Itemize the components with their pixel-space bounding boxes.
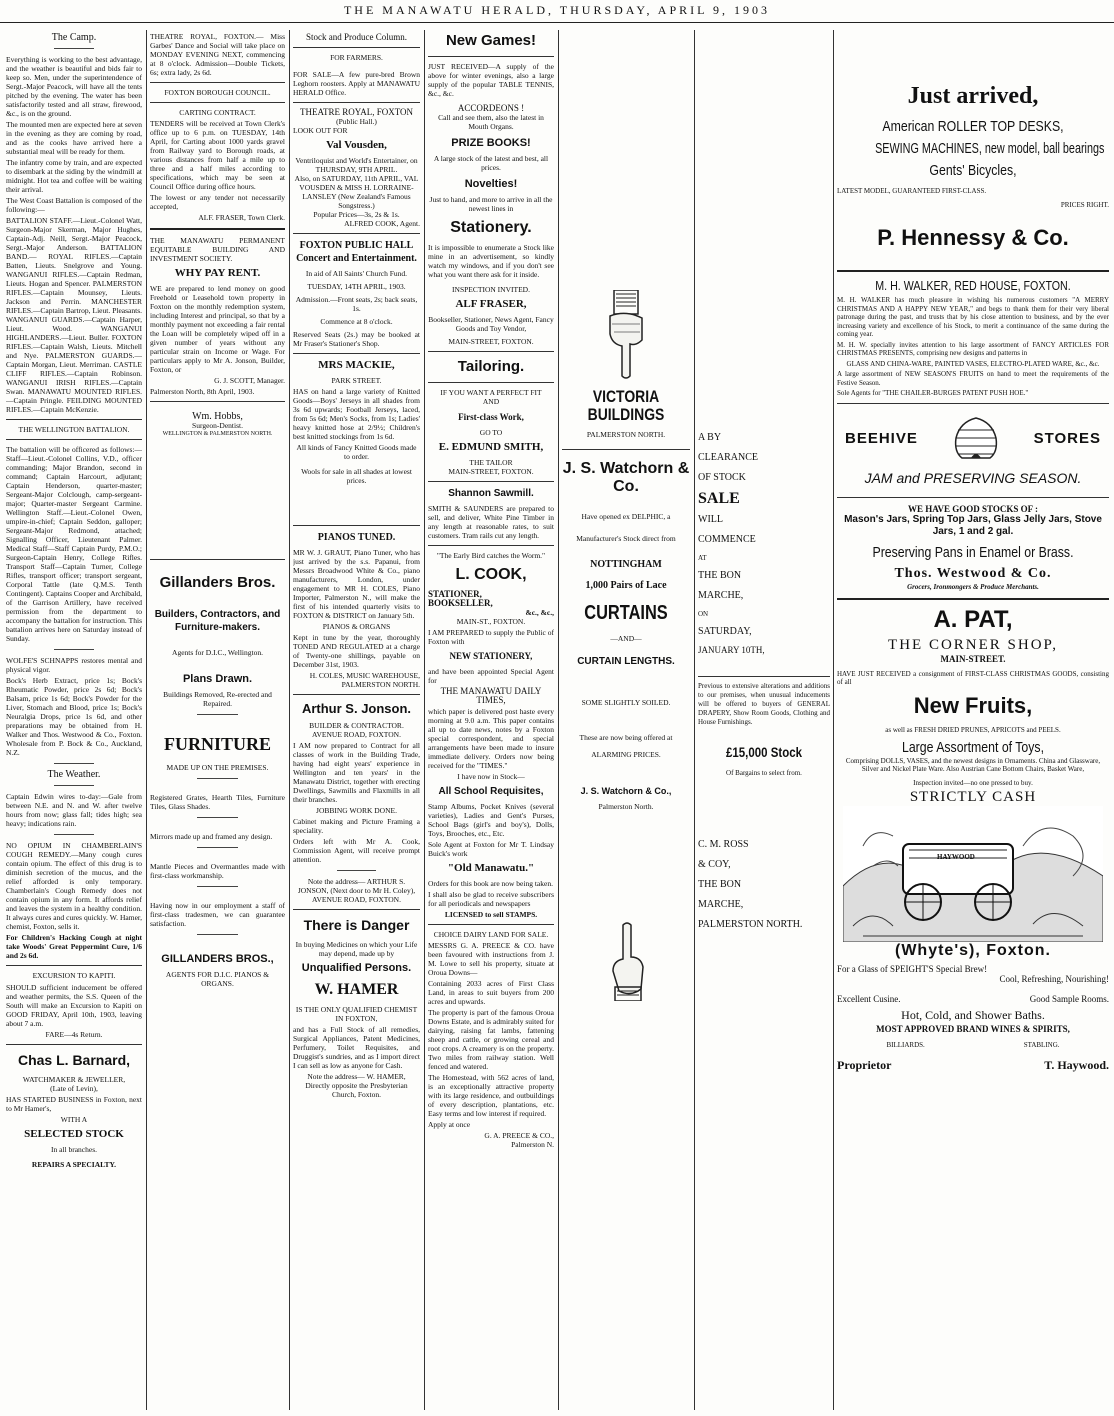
daily-times: THE MANAWATU DAILY TIMES, (440, 686, 542, 705)
toys-title: Large Assortment of Toys, (902, 738, 1044, 756)
pianos-title: PIANOS TUNED. (317, 532, 396, 543)
ross-name: C. M. ROSS (698, 839, 749, 850)
speights: For a Glass of SPEIGHT'S Special Brew! (837, 963, 988, 974)
sale-marche: MARCHE, (698, 590, 744, 601)
sawmill-title: Shannon Sawmill. (448, 488, 534, 499)
latest-model: LATEST MODEL, GUARANTEED FIRST-CLASS. (837, 187, 987, 195)
hotel-illustration (843, 806, 1103, 942)
council-title: FOXTON BOROUGH COUNCIL. (164, 88, 271, 97)
grates: Registered Grates, Hearth Tiles, Furniture Tiles, Glass Shades. (150, 793, 285, 811)
column-rule (146, 30, 147, 1410)
ad-schnapps: WOLFE'S SCHNAPPS restores mental and physical vigor. (6, 656, 142, 674)
hamer-paragraph2: and has a Full Stock of all remedies, Surgical Appliances, Patent Medicines, Perfumery, Toilet Requisites, and Druggist's sundries, and as I import direct I can sell as low as anyone for Cash. (293, 1025, 420, 1070)
camp-paragraph: Everything is working to the best advantage, and the weather is beautiful and bids fair to keep so. Men, under the superintendence of Sergt.-Major Peacock, will have all the tents pitched by the evening. The water has been satisfactorily tested and all straw, firewood, &c., is on the ground. (6, 55, 142, 118)
column-rule (289, 30, 290, 1410)
hennessy: P. Hennessy & Co. (877, 225, 1069, 250)
masthead: THE MANAWATU HERALD, THURSDAY, APRIL 9, 1903 (0, 0, 1114, 23)
preece-signature: G. A. PREECE & CO., (484, 1131, 554, 1140)
palmerston-footer: Palmerston North. (598, 802, 654, 811)
ross-marche: MARCHE, (698, 899, 744, 910)
lookout: LOOK OUT FOR (293, 126, 348, 135)
sample-rooms: Good Sample Rooms. (1029, 993, 1109, 1004)
concert-title: FOXTON PUBLIC HALL Concert and Entertainment. (296, 240, 417, 264)
barnard-repairs: REPAIRS A SPECIALTY. (31, 1160, 117, 1169)
leghorn-ad: FOR SALE—A few pure-bred Brown Leghorn roosters. Apply at MANAWATU HERALD Office. (293, 70, 420, 97)
received-paragraph: HAVE JUST RECEIVED a consignment of FIRST-CLASS CHRISTMAS GOODS, consisting of all (837, 669, 1109, 686)
column-2 (150, 30, 285, 1410)
westwood: Thos. Westwood & Co. (894, 565, 1052, 581)
stationery-paragraph: It is impossible to enumerate a Stock like mine in an advertisement, so kindly watch my windows, and if you don't see what you want there ask for it inside. (428, 243, 554, 279)
concert-time: Commence at 8 o'clock. (320, 317, 393, 326)
smith-name: E. EDMUND SMITH, (438, 441, 544, 453)
hobbs-trade: Surgeon-Dentist. (192, 421, 243, 430)
and-divider: —AND— (610, 634, 642, 643)
tailoring-goto: GO TO (479, 428, 503, 437)
accordeons-title: ACCORDEONS ! (457, 103, 525, 113)
tailoring-paragraph: IF YOU WANT A PERFECT FIT (440, 388, 542, 397)
weather-title: The Weather. (47, 769, 101, 780)
jonson-name: Arthur S. Jonson. (301, 701, 412, 716)
mackie-paragraph2: All kinds of Fancy Knitted Goods made to order. (296, 443, 417, 461)
strictly-cash: STRICTLY CASH (909, 788, 1037, 805)
ad-opium: NO OPIUM IN CHAMBERLAIN'S COUGH REMEDY.—Many cough cures contain opium. The effect of this drug is to diminish secretion of the mucus, and the relief afforded is only temporary. Chamberlain's Cough Remedy does not contain opium in any form. It affords relief and leaves the system in a healthy condition. It always cures and cures quickly. W. Hamer, chemist, Foxton, sells it. (6, 841, 142, 931)
gillanders-plans: Plans Drawn. (182, 673, 253, 685)
refreshing: Cool, Refreshing, Nourishing! (999, 973, 1109, 984)
smith-trade: THE TAILOR (469, 458, 513, 467)
gillanders-name: Gillanders Bros. (159, 574, 276, 591)
novelties-title: Novelties! (464, 178, 518, 190)
sale-at: AT (698, 554, 707, 562)
stationery-title: Stationery. (450, 219, 532, 236)
preece-place: Palmerston N. (511, 1140, 554, 1149)
vousden-signature: ALFRED COOK, Agent. (344, 219, 420, 228)
hamer-paragraph: IS THE ONLY QUALIFIED CHEMIST IN FOXTON, (295, 1005, 418, 1023)
a-pat: A. PAT, (933, 605, 1013, 633)
mackie-paragraph3: Wools for sale in all shades at lowest prices. (301, 467, 412, 485)
walker-paragraph3: GLASS AND CHINA-WARE, PAINTED VASES, ELECTRO-PLATED WARE, &c., &c. (846, 359, 1100, 368)
victoria-buildings: VICTORIA BUILDINGS (587, 387, 665, 424)
tailoring-and: AND (482, 397, 500, 406)
daily-paragraph: which paper is delivered post haste every morning at 9.0 a.m. This paper contains all up to date news, notes by a Foxton special correspondent, and special arrangements have been made to insure immediate delivery. Orders now being received for the "TIMES." (428, 707, 554, 770)
dolls-paragraph: Comprising DOLLS, VASES, and the newest designs in Ornaments. China and Glassware, Silver and Nickel Plate Ware. Also Austrian Cane Bottom Chairs, Basket Ware, (845, 756, 1101, 773)
masons-jars: Mason's Jars, Spring Top Jars, Glass Jelly Jars, Stove Jars, 1 and 2 gal. (844, 513, 1102, 537)
stock-now: I have now in Stock— (457, 772, 525, 781)
preece-paragraph2: Containing 2033 acres of First Class Land, in areas to suit buyers from 200 acres and upwards. (428, 979, 554, 1006)
beehive-icon (944, 414, 1008, 465)
walker-paragraph5: Sole Agents for "THE CHAILER-BURGES PATENT PUSH HOE." (837, 389, 1029, 397)
sale-by: A BY (698, 432, 722, 443)
sale-clearance: CLEARANCE (698, 452, 758, 463)
baths: Hot, Cold, and Shower Baths. (901, 1007, 1045, 1022)
gillanders-footer-agents: AGENTS FOR D.I.C. PIANOS & ORGANS. (165, 970, 270, 988)
pointing-hand-icon (562, 290, 690, 382)
rent-paragraph: WE are prepared to lend money on good Freehold or Leasehold town property in Foxton on the monthly redemption system, including Interest and principal, so that by a monthly payment not exceeding a fair rental the Loan will be completely wiped off in a given number of years without any particular strain on Income or Wage. For particulars apply to Mr A. Jonson, Builder, Foxton, or (150, 284, 285, 374)
kapiti-title: EXCURSION TO KAPITI. (32, 971, 116, 980)
council-paragraph: The lowest or any tender not necessarily accepted, (150, 193, 285, 211)
sawmill-paragraph: SMITH & SAUNDERS are prepared to sell, and deliver, White Pine Timber in any length at reasonable rates, to suit customers. Tram rails cut any length. (428, 504, 554, 540)
old-paragraph2: I shall also be glad to receive subscribers for all periodicals and newspapers (428, 890, 554, 908)
fraser-paragraph: Bookseller, Stationer, News Agent, Fancy Goods and Toy Vendor, (428, 315, 554, 333)
barnard-branches: In all branches. (50, 1145, 98, 1154)
jonson-note: Note the address— ARTHUR S. JONSON, (Next door to Mr H. Coley), AVENUE ROAD, FOXTON. (297, 877, 416, 904)
danger-title: There is Danger (303, 917, 410, 933)
column-rule (558, 30, 559, 1410)
sale-on: ON (698, 610, 709, 618)
corner-shop: THE CORNER SHOP, (888, 636, 1058, 653)
column-3 (293, 30, 420, 1410)
good-stocks: WE HAVE GOOD STOCKS OF : (907, 503, 1039, 514)
preece-paragraph4: The Homestead, with 562 acres of land, is an exceptionally attractive property with its large residence, and outbuildings of every description, plantations, etc. Easy terms and low interest if required. (428, 1073, 554, 1118)
walker-paragraph4: A large assortment of NEW SEASON'S FRUITS on hand to meet the requirements of the Festive Season. (837, 370, 1109, 387)
camp-title: The Camp. (51, 32, 97, 43)
council-signature: ALF. FRASER, Town Clerk. (198, 213, 285, 222)
novelties-paragraph: Just to hand, and more to arrive in all the newest lines in (429, 195, 553, 213)
vousden-name: Val Vousden, (326, 139, 387, 151)
weather-paragraph: Captain Edwin wires to-day:—Gale from between N.E. and N. and W. after twelve hours from now; glass fall; tides high; sea heavy; indications rain. (6, 792, 142, 828)
cook-paragraph: I AM PREPARED to supply the Public of Foxton with (428, 628, 554, 646)
games-paragraph: JUST RECEIVED—A supply of the above for winter evenings, also a large supply of the popular TABLE TENNIS, &c., &c. (428, 62, 554, 98)
sale-january: JANUARY 10TH, (698, 645, 765, 655)
sale-previous: Previous to extensive alterations and additions to our premises, when unusual inducements will be offered to buyers of GENERAL DRAPERY, Show Room Goods, Clothing and House Furnishings. (698, 682, 830, 726)
furniture-title: FURNITURE (163, 734, 271, 754)
inspection-paragraph: Inspection invited—no one pressed to buy. (913, 778, 1033, 787)
cook-paragraph2: and have been appointed Special Agent for (428, 667, 554, 685)
pianos-sub: PIANOS & ORGANS (322, 622, 391, 631)
cook-name: L. COOK, (455, 566, 527, 583)
camp-paragraph: The West Coast Battalion is composed of the following:— (6, 196, 142, 214)
pianos-paragraph2: Kept in tune by the year, thoroughly TONED AND REGULATED at a charge of Twenty-one shillings, payable on December 31st, 1903. (293, 633, 420, 669)
cook-address: MAIN-ST., FOXTON. (456, 617, 526, 626)
stabling: STABLING. (1023, 1040, 1060, 1049)
council-paragraph: TENDERS will be received at Town Clerk's office up to 6 p.m. on TUESDAY, 14th April, for Carting about 1000 yards gravel from Railway yard to Borough roads, at various distances from half a mile up to three and a half miles according to specifications, which may be seen at Council Office during office hours. (150, 119, 285, 191)
hamer-note: Note the address— W. HAMER, (307, 1072, 406, 1081)
early-bird: "The Early Bird catches the Worm." (436, 551, 546, 560)
just-arrived: Just arrived, (907, 83, 1039, 109)
grocers: Grocers, Ironmongers & Produce Merchants. (907, 582, 1039, 591)
pointing-up-hand-icon (562, 921, 690, 1003)
proprietor-name: T. Haywood. (1044, 1057, 1109, 1072)
concert-date: TUESDAY, 14TH APRIL, 1903. (307, 282, 406, 291)
council-sub: CARTING CONTRACT. (179, 108, 256, 117)
sewing-machines: SEWING MACHINES, new model, ball bearings (875, 140, 1105, 157)
cook-title3: &c., &c., (525, 608, 554, 617)
slightly-soiled: SOME SLIGHTLY SOILED. (581, 698, 671, 707)
opened-paragraph: Have opened ex DELPHIC, a Manufacturer's Stock direct from (576, 512, 676, 543)
vousden-prices: Popular Prices—3s, 2s & 1s. (313, 210, 400, 219)
palmerston-north: PALMERSTON NORTH. (586, 430, 666, 439)
column-4 (428, 30, 554, 1410)
mackie-sub: PARK STREET. (331, 376, 382, 385)
sale-stock-value: £15,000 Stock (726, 744, 802, 760)
concert-admission: Admission.—Front seats, 2s; back seats, 1s. (295, 295, 418, 313)
danger-unqualified: Unqualified Persons. (301, 962, 412, 974)
sale-of-stock: OF STOCK (698, 472, 746, 483)
games-title: New Games! (445, 32, 537, 49)
main-street: MAIN-STREET. (940, 653, 1006, 664)
beehive-word: BEEHIVE (845, 430, 918, 447)
walker-title: M. H. WALKER, RED HOUSE, FOXTON. (875, 278, 1071, 293)
camp-list: BATTALION STAFF.—Lieut.-Colonel Watt, Surgeon-Major Skerman, Major Hughes, Captain-Adj. Neill, Sergt.-Major Peacock, Sergt.-Major Anderson. BATTALION BAND.— ROYAL RIFLES.—Captain Batten, Lieuts. Snelgrove and Young. WANGANUI RIFLES.—Captain Redman, Lieuts. Hogan and Spencer. PALMERSTON RIFLES.—Captain Mounsey, Lieuts. Jackson and Perrin. MANCHESTER RIFLES.—Captain Bartrop, Lieut. Pleasants. WANGANUI GUARDS.—Captain Harper, Lieut. Wood. WANGANUI HIGHLANDERS.—Lieut. Buller. FOXTON RIFLES.—Captain Walsh, Lieuts. Mitchell and Nye. PALMERSTON GUARDS.—Captain Morgan, Lieut. Merriman. CASTLE CLIFF RIFLES.—Captain Robinson. WANGANUI IRISH RIFLES.—Captain Swan. MANAWATU MOUNTED RIFLES.—Captain Pringle. FEILDING MOUNTED RIFLES.—Captain McKenzie. (6, 216, 142, 414)
preece-paragraph: MESSRS G. A. PREECE & CO. have been favoured with instructions from J. M. Lowe to sell his property, situate at Oroua Downs— (428, 941, 554, 977)
coles: H. COLES, MUSIC WAREHOUSE, PALMERSTON NORTH. (309, 671, 420, 689)
prize-title: PRIZE BOOKS! (451, 137, 531, 149)
curtain-lengths: CURTAIN LENGTHS. (577, 656, 675, 667)
wellington-title: THE WELLINGTON BATTALION. (18, 425, 130, 434)
licensed-stamps: LICENSED to sell STAMPS. (444, 910, 538, 919)
jonson-paragraph3: Orders left with Mr A. Cook, Commission Agent, will receive prompt attention. (293, 837, 420, 864)
wellington-paragraph: The battalion will be officered as follows:—Staff—Lieut.-Colonel Collins, V.D., officer commanding; Major Brandon, second in command; Captain Harcourt, adjutant; Captain Henderson, quarter-master; Sergeant-Major Colclough, camp-sergeant-major; Quarter-master Sergeant Carmine. Wellington Staff.—Lieut.-Colonel Owen, umpire-in-chief; Captain Seddon, galloper; Sergeant-Major Redmond, attached; Signalling Officer, Lieutenant Palmer. Medical Staff—Staff Captain Purdy, P.M.O.; Surgeon-Captain Henry, College Rifles. Transport Staff—Captain Turner, College Rifles, transport officer; transport sergeant, Corporal Tattle (late Q.M.S. Tenth Contingent). Captains Cooper and Archibald, of the Garrison Artillery, have received permission from the department to accompany the battalion for instruction. This battalion arrives here on Saturday instead of Sunday. (6, 445, 142, 643)
stores-word: STORES (1033, 430, 1101, 447)
jonson-address: AVENUE ROAD, FOXTON. (312, 730, 401, 739)
old-manawatu: "Old Manawatu." (447, 862, 535, 874)
smith-address: MAIN-STREET, FOXTON. (448, 467, 534, 476)
theatre2-title: THEATRE ROYAL, FOXTON (299, 107, 414, 117)
mackie-title: MRS MACKIE, (318, 359, 395, 371)
column-7 (837, 30, 1109, 1410)
prize-paragraph: A large stock of the latest and best, all prices. (433, 154, 549, 172)
rent-title: WHY PAY RENT. (174, 267, 261, 279)
inspection-invited: INSPECTION INVITED. (452, 285, 530, 294)
jam-season: JAM and PRESERVING SEASON. (864, 469, 1082, 486)
proprietor-row (837, 1057, 1109, 1072)
watchorn-footer: J. S. Watchorn & Co., (580, 786, 672, 796)
column-rule (694, 30, 695, 1410)
barnard-trade: WATCHMAKER & JEWELLER, (22, 1075, 126, 1084)
proprietor-label: Proprietor (837, 1057, 892, 1072)
concert-aid: In aid of All Saints' Church Fund. (305, 269, 408, 278)
furniture-sub: MADE UP ON THE PREMISES. (166, 763, 269, 772)
preserving-pans: Preserving Pans in Enamel or Brass. (872, 543, 1074, 561)
concert-reserved: Reserved Seats (2s.) may be booked at Mr Fraser's Stationer's Shop. (293, 330, 420, 348)
watchorn-name: J. S. Watchorn & Co. (562, 460, 690, 495)
beehive-banner (837, 414, 1109, 465)
gents-bicycles: Gents' Bicycles, (929, 162, 1017, 179)
old-paragraph: Orders for this book are now being taken. (428, 879, 553, 888)
school-paragraph: Stamp Albums, Pocket Knives (several varieties), Ladies and Gent's Purses, School Bags (girl's and boy's), Dolls, Toys, Brooches, etc., Etc. (428, 802, 554, 838)
danger-paragraph: In buying Medicines on which your Life may depend, made up by (295, 940, 418, 958)
stock-title: Stock and Produce Column. (306, 32, 407, 42)
hamer-name: W. HAMER (314, 981, 399, 998)
sale-saturday: SATURDAY, (698, 626, 752, 637)
prunes: as well as FRESH DRIED PRUNES, APRICOTS and PEELS. (885, 725, 1061, 734)
illustration-caption: HAYWOOD (937, 852, 975, 861)
dairy-title: CHOICE DAIRY LAND FOR SALE. (433, 930, 549, 939)
vousden-date: THURSDAY, 9TH APRIL. (315, 165, 398, 174)
whytes-foxton: (Whyte's), Foxton. (894, 941, 1051, 959)
tailoring-work: First-class Work, (458, 412, 524, 422)
gillanders-trade: Builders, Contractors, and Furniture-makers. (154, 609, 281, 633)
fraser-name: ALF FRASER, (455, 298, 527, 310)
vousden-paragraph2: Also, on SATURDAY, 11th APRIL, VAL VOUSDEN & MISS H. LORRAINE-LANSLEY (New Zealand's Famous Songstress.) (294, 174, 419, 210)
rent-date: Palmerston North, 8th April, 1903. (150, 387, 255, 396)
hobbs-name: Wm. Hobbs, (192, 411, 243, 422)
hobbs-place: WELLINGTON & PALMERSTON NORTH. (162, 431, 273, 437)
prices-right: PRICES RIGHT. (1060, 201, 1109, 209)
billiards: BILLIARDS. (886, 1040, 925, 1049)
mirrors: Mirrors made up and framed any design. (150, 832, 273, 841)
camp-paragraph: The infantry come by train, and are expected to disembark at the siding by the windmill at midnight. Hot tea and coffee will be waiting their arrival. (6, 158, 142, 194)
walker-paragraph: M. H. WALKER has much pleasure in wishing his numerous customers "A MERRY CHRISTMAS AND A HAPPY NEW YEAR," and begs to thank them for their very liberal patronage during the past, and trusts that by his close attention to business, and by the ever increasing variety and excellence of his Stock, to merit a continuance of the same during the coming year. (837, 296, 1109, 338)
new-fruits: New Fruits, (913, 692, 1033, 718)
ross-bon: THE BON (698, 879, 742, 890)
pianos-paragraph: MR W. J. GRAUT, Piano Tuner, who has just arrived by the s.s. Papanui, from Messrs Broadwood White & Co., piano manufacturers, London, under engagement to MR H. COLES, Piano Importer, Palmerston N., will make the first of his intended quarterly visits to FOXTON & DISTRICT on January 5th. (293, 548, 420, 620)
barnard-with: WITH A (60, 1115, 88, 1124)
ad-bock: Bock's Herb Extract, price 1s; Bock's Rheumatic Powder, price 2s 6d; Bock's Balsam, price 1s 6d; Bock's Powder for the Liver, Stomach and Blood, price 1s; Bock's Neuralgia Drops, price 1s 6d, and other preparations may be obtained from H. Walker and Thos. Westwood & Co., Foxton. Wholesale from P. Bock & Co., Auckland, N.Z. (6, 676, 142, 757)
cook-title1: STATIONER, (428, 589, 482, 599)
walker-paragraph2: M. H. W. specially invites attention to his large assortment of FANCY ARTICLES FOR CHRISTMAS PRESENTS, comprising new designs and patterns in (837, 340, 1109, 357)
barnard-paragraph: HAS STARTED BUSINESS in Foxton, next to Mr Hamer's, (6, 1095, 142, 1113)
sale-title: SALE (698, 490, 740, 507)
offered-at: These are now being offered at (579, 733, 673, 742)
column-1 (6, 30, 142, 1410)
jonson-paragraph2: Cabinet making and Picture Framing a speciality. (293, 817, 420, 835)
gillanders-agents: Agents for D.I.C., Wellington. (172, 648, 263, 657)
hamer-address: Directly opposite the Presbyterian Church, Foxton. (305, 1081, 408, 1099)
wines-spirits: MOST APPROVED BRAND WINES & SPIRITS, (876, 1023, 1070, 1034)
society-title: THE MANAWATU PERMANENT EQUITABLE BUILDING AND INVESTMENT SOCIETY. (150, 236, 285, 263)
gillanders-footer: GILLANDERS BROS., (161, 953, 274, 965)
barnard-name: Chas L. Barnard, (17, 1052, 131, 1068)
alarming-prices: ALARMING PRICES. (591, 750, 661, 759)
curtains: CURTAINS (584, 602, 668, 624)
school-title: All School Requisites, (438, 786, 544, 797)
cuisine-row (837, 994, 1109, 1004)
staff: Having now in our employment a staff of first-class tradesmen, we can guarantee satisfaction. (150, 901, 285, 928)
barnard-stock: SELECTED STOCK (24, 1128, 124, 1140)
kapiti-paragraph: SHOULD sufficient inducement be offered and weather permits, the S.S. Queen of the South will make an Excursion to Kapiti on GOOD FRIDAY, April 10th, 1903, leaving about 7 a.m. (6, 983, 142, 1028)
kapiti-fare: FARE—4s Return. (45, 1030, 103, 1039)
theatre2-sub: (Public Hall.) (336, 117, 377, 126)
sale-commence: COMMENCE (698, 534, 756, 545)
mantle: Mantle Pieces and Overmantles made with first-class workmanship. (150, 862, 285, 880)
sale-will: WILL (698, 514, 723, 525)
cook-new-stationery: NEW STATIONERY, (449, 651, 533, 661)
sale-bargains: Of Bargains to select from. (726, 769, 802, 777)
rent-signature: G. J. SCOTT, Manager. (214, 376, 285, 385)
ross-coy: & COY, (698, 859, 731, 870)
sale-bon: THE BON (698, 570, 742, 581)
accordeons-paragraph: Call and see them, also the latest in Mouth Organs. (438, 113, 544, 131)
vousden-paragraph: Ventriloquist and World's Entertainer, on (295, 156, 418, 165)
jonson-paragraph: I AM now prepared to Contract for all classes of work in the Building Trade, having had eight years' experience in Wellington and ten years' in the Manawatu District, together with erecting Dwellings, Sawmills and Flaxmills in all their branches. (293, 741, 420, 804)
roller-desks: American ROLLER TOP DESKS, (882, 118, 1064, 135)
column-rule (424, 30, 425, 1410)
column-6 (698, 30, 830, 1410)
jonson-trade: BUILDER & CONTRACTOR. (309, 721, 404, 730)
theatre-notice: THEATRE ROYAL, FOXTON.— Miss Garbes' Dance and Social will take place on MONDAY EVENING NEXT, commencing at 8 o'clock. Admission—Double Tickets, 6s; extra lady, 2s 6d. (150, 32, 285, 77)
mackie-paragraph: HAS on hand a large variety of Knitted Goods—Boys' Jerseys in all shades from 3s 6d upwards; Football Jerseys, laced, from 5s 6d; Men's Socks, from 1s; Ladies' heavy knitted hose at 2/9½; Children's best knitted stockings from 1s 6d. (293, 387, 420, 441)
jonson-jobbing: JOBBING WORK DONE. (316, 806, 397, 815)
preece-paragraph5: Apply at once (428, 1120, 471, 1129)
gillanders-buildings: Buildings Removed, Re-erected and Repaired. (163, 690, 272, 708)
preece-paragraph3: The property is part of the famous Oroua Downs Estate, and is admirably suited for dairying, raising fat lambs, fattening sheep and cattle, or growing cereal and root crops. A creamery is on the property. Two miles from railway station. Well fenced and watered. (428, 1008, 554, 1071)
farmers: FOR FARMERS. (330, 53, 383, 62)
column-rule (833, 30, 834, 1410)
cuisine: Excellent Cusine. (837, 993, 901, 1004)
barnard-late: (Late of Levin), (50, 1084, 98, 1093)
tailoring-title: Tailoring. (457, 358, 525, 375)
nottingham: NOTTINGHAM (590, 559, 662, 570)
lace-pairs: 1,000 Pairs of Lace (585, 580, 667, 591)
school-paragraph2: Sole Agent at Foxton for Mr T. Lindsay Buick's work (428, 840, 554, 858)
ross-place: PALMERSTON NORTH. (698, 919, 803, 930)
billiards-row (837, 1040, 1109, 1050)
camp-paragraph: The mounted men are expected here at seven in the evening as they are coming by road, and as the cooks have arrived here a substantial meal will be ready for them. (6, 120, 142, 156)
cook-title2: BOOKSELLER, (428, 598, 493, 608)
ad-woods: For Children's Hacking Cough at night take Woods' Great Peppermint Cure, 1/6 and 2s 6d. (6, 933, 142, 960)
column-5 (562, 30, 690, 1410)
fraser-address: MAIN-STREET, FOXTON. (448, 337, 534, 346)
